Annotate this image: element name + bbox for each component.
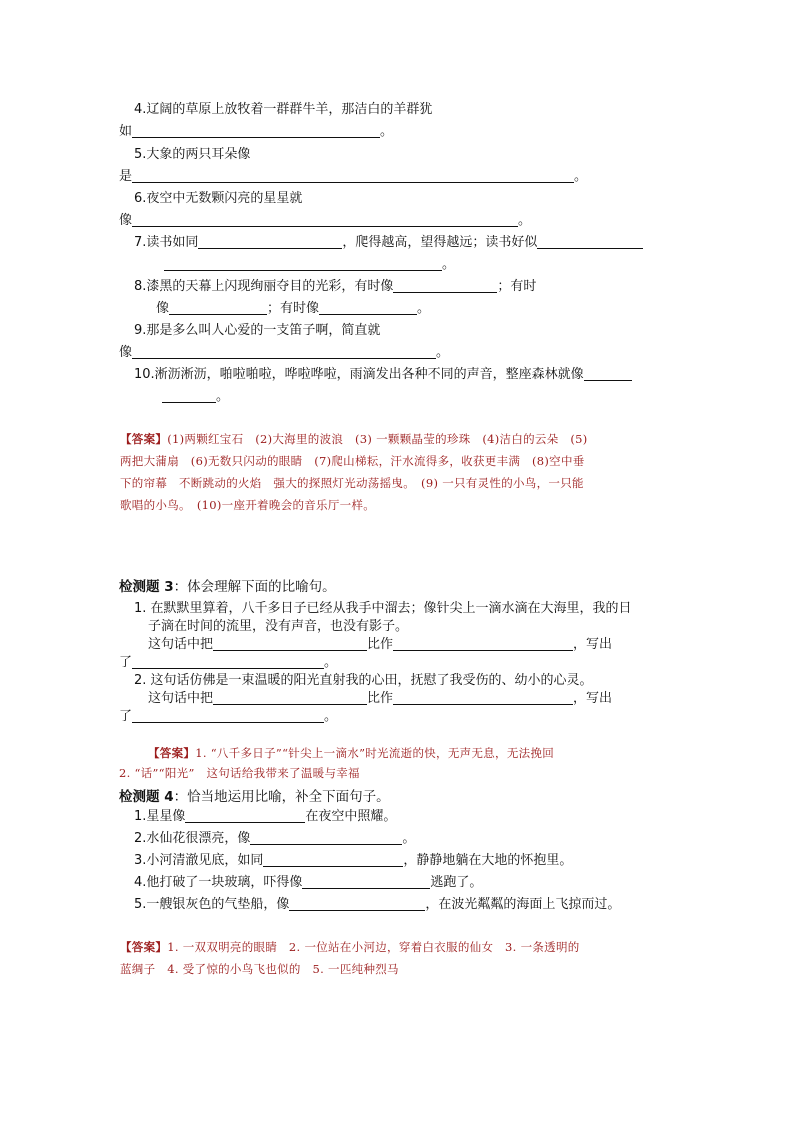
- answer-blank[interactable]: [132, 168, 574, 183]
- answer-1-line1: 【答案】(1)两颗红宝石 (2)大海里的波浪 (3) 一颗颗晶莹的珍珠 (4)洁白的云朵 (5): [120, 432, 588, 446]
- answer-4-line1: 【答案】1. 一双双明亮的眼睛 2. 一位站在小河边，穿着白衣服的仙女 3. 一条透明的: [120, 940, 580, 954]
- test3-s2-line2: 这句话中把 比作 ，写出: [148, 691, 613, 706]
- test3-s1-line3: 这句话中把 比作 ，写出: [148, 637, 613, 652]
- answer-blank[interactable]: [132, 708, 324, 723]
- q8-line2: 像 ；有时像 。: [156, 301, 431, 316]
- test3-s1-line2: 子滴在时间的流里，没有声音，也没有影子。: [148, 619, 409, 634]
- answer-1-line4: 歌唱的小鸟。 (10)一座开着晚会的音乐厅一样。: [120, 498, 376, 512]
- test4-item-3: 3.小河清澈见底，如同 ，静静地躺在大地的怀抱里。: [134, 853, 573, 868]
- q9-line2: 像 。: [119, 345, 450, 360]
- answer-blank[interactable]: [162, 388, 216, 403]
- answer-blank[interactable]: [198, 234, 342, 249]
- q5-line2: 是 。: [119, 169, 588, 184]
- answer-blank[interactable]: [250, 830, 402, 845]
- test4-heading: 检测题 4：恰当地运用比喻，补全下面句子。: [119, 789, 390, 805]
- answer-blank[interactable]: [393, 636, 573, 651]
- answer-3-line2: 2. “话”“阳光” 这句话给我带来了温暖与幸福: [119, 766, 360, 780]
- answer-3-line1: 【答案】1. “八千多日子”“针尖上一滴水”时光流逝的快，无声无息，无法挽回: [148, 746, 555, 760]
- answer-blank[interactable]: [537, 234, 643, 249]
- answer-blank[interactable]: [319, 300, 417, 315]
- q7-line1: 7.读书如同 ，爬得越高，望得越远；读书好似: [134, 234, 643, 252]
- test3-s2-line3: 了 。: [119, 709, 338, 724]
- answer-tag: 【答案】: [120, 940, 168, 954]
- answer-blank[interactable]: [263, 852, 403, 867]
- q5-line1: 5.大象的两只耳朵像: [134, 147, 251, 162]
- answer-tag: 【答案】: [120, 432, 168, 446]
- q8-line1: 8.漆黑的天幕上闪现绚丽夺目的光彩，有时像 ；有时: [134, 279, 537, 294]
- q4-line2: 如 。: [119, 124, 394, 139]
- answer-blank[interactable]: [584, 366, 632, 381]
- q6-line2: 像 。: [119, 213, 532, 228]
- answer-1-line3: 下的帘幕 不断跳动的火焰 强大的探照灯光动荡摇曳。 (9) 一只有灵性的小鸟，一只能: [120, 476, 584, 490]
- q4-line1: 4.辽阔的草原上放牧着一群群牛羊，那洁白的羊群犹: [134, 102, 433, 117]
- answer-blank[interactable]: [132, 212, 518, 227]
- test4-item-2: 2.水仙花很漂亮，像 。: [134, 831, 416, 846]
- test4-item-5: 5.一艘银灰色的气垫船，像 ，在波光粼粼的海面上飞掠而过。: [134, 897, 621, 912]
- answer-blank[interactable]: [393, 690, 573, 705]
- answer-blank[interactable]: [185, 808, 305, 823]
- answer-4-line2: 蓝绸子 4. 受了惊的小鸟飞也似的 5. 一匹纯种烈马: [120, 962, 399, 976]
- test3-s2-line1: 2. 这句话仿佛是一束温暖的阳光直射我的心田，抚慰了我受伤的、幼小的心灵。: [134, 673, 593, 688]
- q10-line2: 。: [162, 388, 229, 406]
- answer-blank[interactable]: [132, 344, 436, 359]
- answer-blank[interactable]: [132, 654, 324, 669]
- test3-s1-line4: 了 。: [119, 655, 338, 670]
- test3-s1-line1: 1. 在默默里算着，八千多日子已经从我手中溜去；像针尖上一滴水滴在大海里，我的日: [134, 601, 632, 616]
- q10-line1: 10.淅沥淅沥，啪啦啪啦，哗啦哗啦，雨滴发出各种不同的声音，整座森林就像: [134, 366, 632, 384]
- answer-blank[interactable]: [213, 636, 367, 651]
- answer-blank[interactable]: [164, 256, 442, 271]
- answer-blank[interactable]: [393, 278, 497, 293]
- answer-blank[interactable]: [213, 690, 367, 705]
- test4-item-4: 4.他打破了一块玻璃，吓得像 逃跑了。: [134, 875, 483, 890]
- q9-line1: 9.那是多么叫人心爱的一支笛子啊，简直就: [134, 323, 381, 338]
- test4-item-1: 1.星星像 在夜空中照耀。: [134, 809, 397, 824]
- answer-blank[interactable]: [169, 300, 267, 315]
- answer-blank[interactable]: [289, 896, 425, 911]
- q6-line1: 6.夜空中无数颗闪亮的星星就: [134, 191, 303, 206]
- answer-1-line2: 两把大蒲扇 (6)无数只闪动的眼睛 (7)爬山梯耘，汗水流得多，收获更丰满 (8)空中垂: [120, 454, 585, 468]
- answer-tag: 【答案】: [148, 746, 196, 760]
- answer-blank[interactable]: [302, 874, 430, 889]
- test3-heading: 检测题 3：体会理解下面的比喻句。: [119, 579, 336, 595]
- q7-line2: 。: [164, 256, 455, 274]
- answer-blank[interactable]: [132, 123, 380, 138]
